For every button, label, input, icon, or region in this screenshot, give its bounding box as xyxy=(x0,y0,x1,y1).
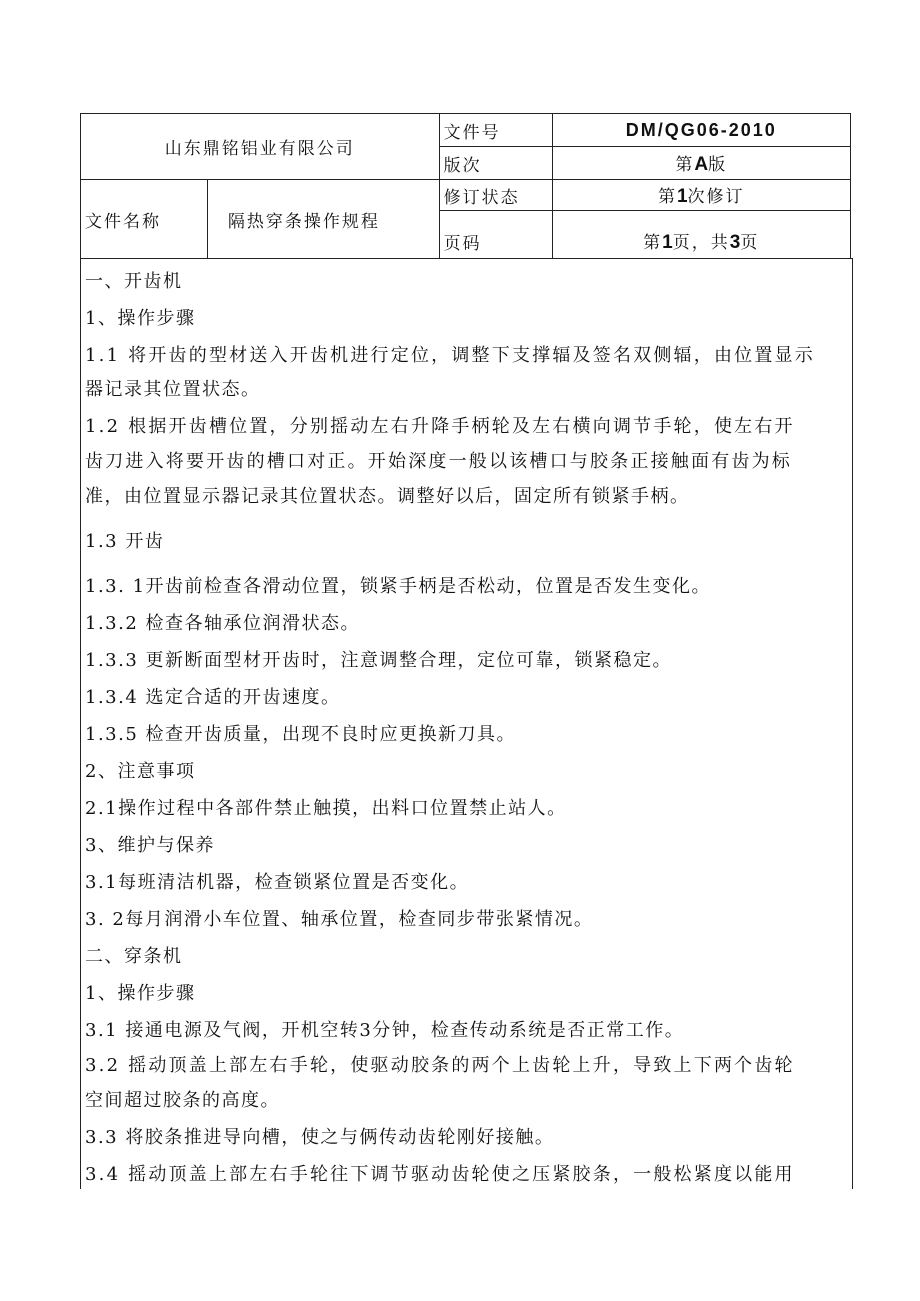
subsection-heading: 1.3 开齿 xyxy=(85,531,165,552)
section-heading: 二、穿条机 xyxy=(85,946,183,967)
section-heading: 3、维护与保养 xyxy=(85,835,215,856)
paragraph-line: 3.4 摇动顶盖上部左右手轮往下调节驱动齿轮使之压紧胶条，一般松紧度以能用 xyxy=(85,1164,795,1185)
document-frame xyxy=(80,113,851,1188)
section-heading: 2、注意事项 xyxy=(85,761,196,782)
paragraph-line: 3.2 摇动顶盖上部左右手轮，使驱动胶条的两个上齿轮上升，导致上下两个齿轮 xyxy=(85,1055,795,1076)
header-table xyxy=(80,113,851,259)
paragraph-line: 齿刀进入将要开齿的槽口对正。开始深度一般以该槽口与胶条正接触面有齿为标 xyxy=(85,451,792,472)
procedure-body xyxy=(80,258,853,1189)
paragraph-line: 1.3.2 检查各轴承位润滑状态。 xyxy=(85,613,361,634)
paragraph-line: 2.1操作过程中各部件禁止触摸，出料口位置禁止站人。 xyxy=(85,798,567,819)
page-mid: 页，共 xyxy=(672,233,730,253)
revision-label: 修订状态 xyxy=(439,180,552,211)
revision-cell xyxy=(552,180,851,211)
paragraph-line: 3.1每班清洁机器，检查锁紧位置是否变化。 xyxy=(85,872,470,893)
subsection-heading: 1、操作步骤 xyxy=(85,983,196,1004)
paragraph-line: 1.3.4 选定合适的开齿速度。 xyxy=(85,687,341,708)
doc-no-label: 文件号 xyxy=(439,114,552,147)
edition-suffix: 版 xyxy=(708,155,728,175)
paragraph-line: 1.2 根据开齿槽位置，分别摇动左右升降手柄轮及左右横向调节手轮，使左右开 xyxy=(85,416,795,437)
paragraph-line: 3.3 将胶条推进导向槽，使之与俩传动齿轮刚好接触。 xyxy=(85,1127,555,1148)
paragraph-line: 空间超过胶条的高度。 xyxy=(85,1090,280,1111)
revision-value: 1 xyxy=(676,186,688,207)
page-value: 1 xyxy=(662,232,673,253)
page-prefix: 第 xyxy=(643,233,663,253)
edition-prefix: 第 xyxy=(675,155,695,175)
page-total: 3 xyxy=(729,232,741,253)
subsection-heading: 1、操作步骤 xyxy=(85,308,196,329)
paragraph-line: 1.3.5 检查开齿质量，出现不良时应更换新刀具。 xyxy=(85,724,517,745)
paragraph-line: 3. 2每月润滑小车位置、轴承位置，检查同步带张紧情况。 xyxy=(85,909,594,930)
file-name-label: 文件名称 xyxy=(81,180,208,259)
paragraph-line: 1.1 将开齿的型材送入开齿机进行定位，调整下支撑辐及签名双侧辐，由位置显示 xyxy=(85,345,815,366)
section-heading: 一、开齿机 xyxy=(85,271,183,292)
edition-label: 版次 xyxy=(439,147,552,180)
page-label: 页码 xyxy=(439,211,552,259)
revision-suffix: 次修订 xyxy=(687,187,745,207)
paragraph-line: 器记录其位置状态。 xyxy=(85,379,261,400)
company-name: 山东鼎铭铝业有限公司 xyxy=(81,114,440,180)
edition-cell xyxy=(552,147,851,180)
paragraph-line: 3.1 接通电源及气阀，开机空转3分钟，检查传动系统是否正常工作。 xyxy=(85,1020,685,1041)
page-cell xyxy=(552,211,851,259)
paragraph-line: 1.3.3 更新断面型材开齿时，注意调整合理，定位可靠，锁紧稳定。 xyxy=(85,650,673,671)
page-suffix: 页 xyxy=(740,233,760,253)
paragraph-line: 1.3. 1开齿前检查各滑动位置，锁紧手柄是否松动，位置是否发生变化。 xyxy=(85,576,712,597)
file-name-value: 隔热穿条操作规程 xyxy=(207,180,439,259)
revision-prefix: 第 xyxy=(657,187,677,207)
edition-value: A xyxy=(694,154,709,175)
paragraph-line: 准，由位置显示器记录其位置状态。调整好以后，固定所有锁紧手柄。 xyxy=(85,486,690,507)
doc-no-value: DM/QG06-2010 xyxy=(552,114,851,147)
